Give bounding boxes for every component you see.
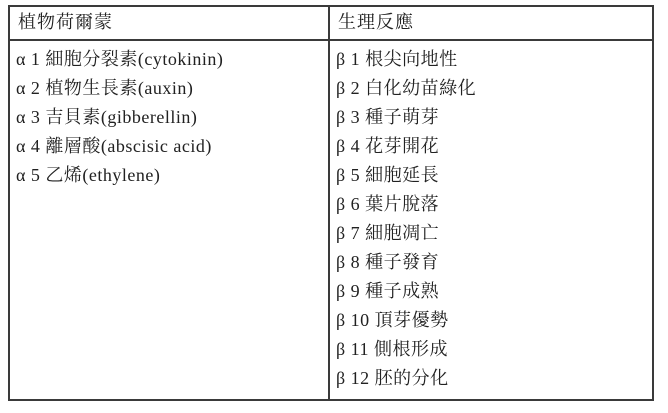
response-item-10: β 10 頂芽優勢 xyxy=(336,310,449,330)
response-item-7: β 7 細胞凋亡 xyxy=(336,223,440,243)
header-hormones-label: 植物荷爾蒙 xyxy=(18,12,113,32)
body-row xyxy=(9,40,653,400)
response-item-1: β 1 根尖向地性 xyxy=(336,49,458,69)
column-header-responses xyxy=(329,6,653,40)
response-item-2: β 2 白化幼苗綠化 xyxy=(336,78,477,98)
hormone-item-4: α 4 離層酸(abscisic acid) xyxy=(16,136,212,156)
hormone-item-5: α 5 乙烯(ethylene) xyxy=(16,165,161,185)
hormone-item-1: α 1 細胞分裂素(cytokinin) xyxy=(16,49,224,69)
response-list xyxy=(330,41,652,399)
response-list-cell xyxy=(329,40,653,400)
response-item-6: β 6 葉片脫落 xyxy=(336,194,440,214)
response-item-4: β 4 花芽開花 xyxy=(336,136,440,156)
response-item-8: β 8 種子發育 xyxy=(336,252,440,272)
header-row xyxy=(9,6,653,40)
response-item-5: β 5 細胞延長 xyxy=(336,165,440,185)
header-responses-label: 生理反應 xyxy=(338,12,414,32)
response-item-11: β 11 側根形成 xyxy=(336,339,448,359)
hormone-response-table xyxy=(8,5,654,401)
column-header-hormones xyxy=(9,6,329,40)
hormone-list xyxy=(10,41,328,196)
response-item-3: β 3 種子萌芽 xyxy=(336,107,440,127)
hormone-list-cell xyxy=(9,40,329,400)
hormone-item-2: α 2 植物生長素(auxin) xyxy=(16,78,194,98)
response-item-9: β 9 種子成熟 xyxy=(336,281,440,301)
hormone-item-3: α 3 吉貝素(gibberellin) xyxy=(16,107,198,127)
response-item-12: β 12 胚的分化 xyxy=(336,368,449,388)
